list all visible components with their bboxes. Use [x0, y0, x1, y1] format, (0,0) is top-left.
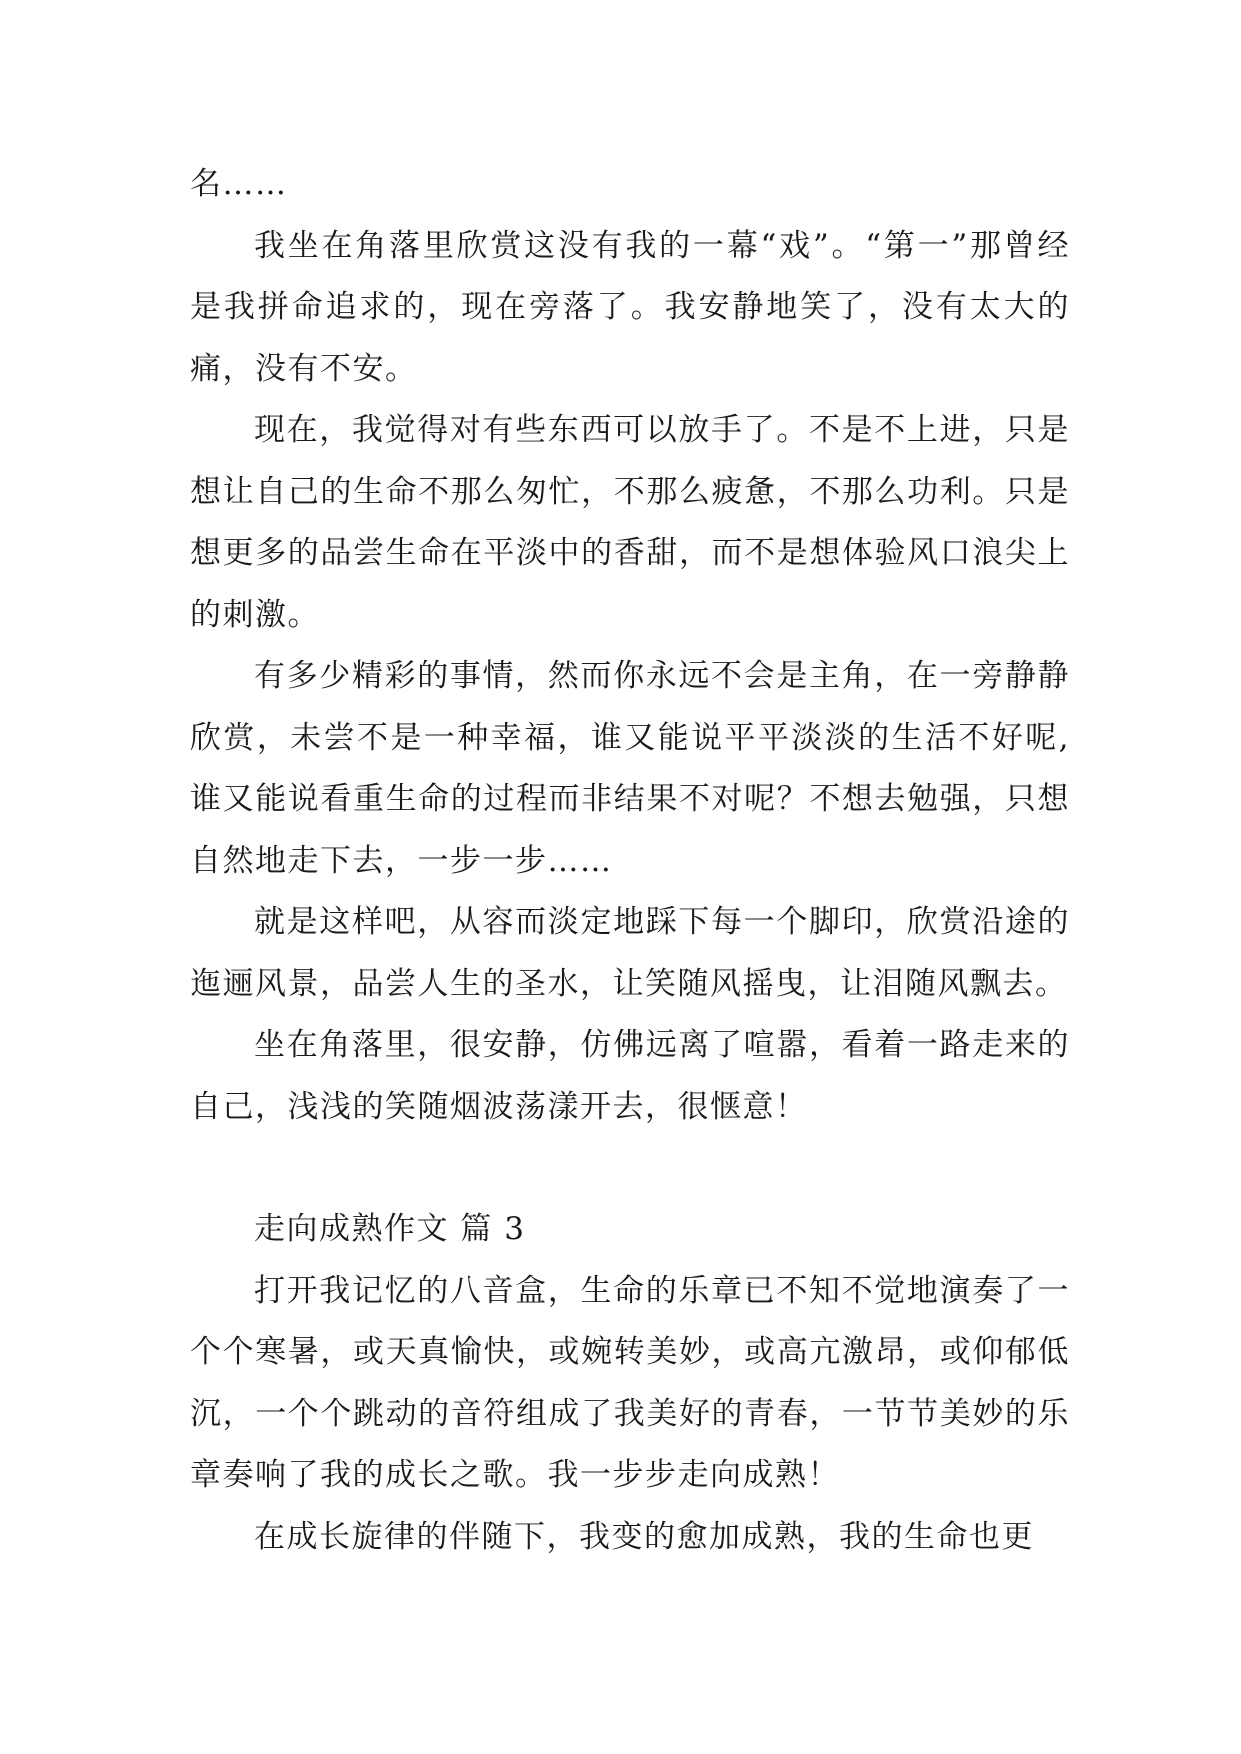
paragraph: 坐在角落里，很安静，仿佛远离了喧嚣，看着一路走来的自己，浅浅的笑随烟波荡漾开去，很惬意！ [190, 1027, 1070, 1125]
paragraph: 我坐在角落里欣赏这没有我的一幕“戏”。“第一”那曾经是我拼命追求的，现在旁落了。我安静地笑了，没有太大的痛，没有不安。 [190, 227, 1070, 387]
paragraph: 打开我记忆的八音盒，生命的乐章已不知不觉地演奏了一个个寒暑，或天真愉快，或婉转美妙，或高亢激昂，或仰郁低沉，一个个跳动的音符组成了我美好的青春，一节节美妙的乐章奏响了我的成长之歌。我一步步走向成熟！ [190, 1272, 1070, 1493]
paragraph: 就是这样吧，从容而淡定地踩下每一个脚印，欣赏沿途的迤逦风景，品尝人生的圣水，让笑随风摇曳，让泪随风飘去。 [190, 904, 1070, 1002]
paragraph: 现在，我觉得对有些东西可以放手了。不是不上进，只是想让自己的生命不那么匆忙，不那么疲惫，不那么功利。只是想更多的品尝生命在平淡中的香甜，而不是想体验风口浪尖上的刺激。 [190, 412, 1070, 633]
section-heading: 走向成熟作文 篇 3 [254, 1211, 526, 1247]
paragraph: 在成长旋律的伴随下，我变的愈加成熟，我的生命也更 [254, 1518, 1034, 1555]
document-body [190, 154, 1070, 1568]
paragraph: 有多少精彩的事情，然而你永远不会是主角，在一旁静静欣赏，未尝不是一种幸福，谁又能说平平淡淡的生活不好呢,谁又能说看重生命的过程而非结果不对呢？不想去勉强，只想自然地走下去，一步一步…… [190, 658, 1070, 879]
paragraph-continuation: 名…… [190, 166, 288, 202]
